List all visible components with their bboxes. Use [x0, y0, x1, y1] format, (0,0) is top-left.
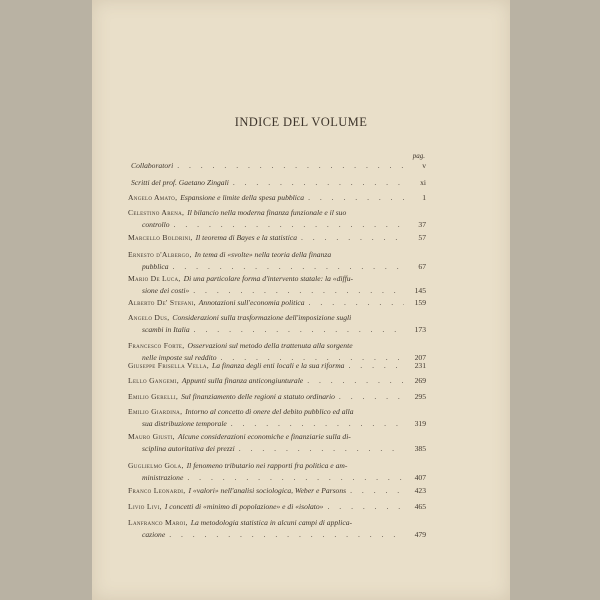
- entry-title-cont: scambi in Italia: [142, 325, 190, 334]
- entry-title: Collaboratori: [131, 161, 174, 170]
- leader-dots: [193, 285, 404, 297]
- toc-entry: [128, 273, 426, 297]
- toc-entry: [128, 360, 426, 372]
- entry-author: Lello Gangemi,: [128, 376, 179, 385]
- leader-dots: [233, 177, 404, 189]
- entry-author: Marcello Boldrini,: [128, 233, 193, 242]
- entry-title-cont: sione dei costi»: [142, 286, 190, 295]
- entry-title: I «valori» nell'analisi sociologica, Weber e Parsons: [188, 486, 347, 495]
- entry-author: Mauro Giusti,: [128, 432, 175, 441]
- entry-page: 145: [414, 286, 426, 295]
- entry-page: 159: [414, 298, 426, 307]
- entry-page: 479: [414, 530, 426, 539]
- entry-author: Franco Leonardi,: [128, 486, 186, 495]
- entry-title: Intorno al concetto di onere del debito pubblico ed alla: [185, 407, 354, 416]
- entry-author: Ernesto d'Albergo,: [128, 250, 192, 259]
- entry-title-cont: nelle imposte sul reddito: [142, 353, 217, 362]
- entry-page: 67: [418, 262, 426, 271]
- entry-author: Francesco Forte,: [128, 341, 185, 350]
- entry-author: Celestino Arena,: [128, 208, 185, 217]
- toc-entry: [128, 501, 426, 513]
- entry-page: 385: [414, 444, 426, 453]
- entry-page: 465: [414, 502, 426, 511]
- leader-dots: [348, 360, 404, 372]
- entry-title: Considerazioni sulla trasformazione dell'imposizione sugli: [172, 313, 352, 322]
- entry-author: Emilio Giardina,: [128, 407, 183, 416]
- toc-entry: [128, 160, 426, 172]
- entry-page: 295: [414, 392, 426, 401]
- leader-dots: [339, 391, 404, 403]
- entry-title: I concetti di «minimo di popolazione» e di «isolato»: [164, 502, 324, 511]
- entry-title: In tema di «svolte» nella teoria della finanza: [194, 250, 332, 259]
- entry-page: 37: [418, 220, 426, 229]
- toc-entry: [128, 485, 426, 497]
- entry-title: Appunti sulla finanza anticongiunturale: [181, 376, 304, 385]
- entry-title: Alcune considerazioni economiche e finanziarie sulla di-: [177, 432, 351, 441]
- toc-entry: [128, 312, 426, 336]
- entry-page: v: [422, 161, 426, 170]
- entry-title: Sul finanziamento delle regioni a statuto ordinario: [181, 392, 335, 401]
- entry-page: 1: [422, 193, 426, 202]
- leader-dots: [169, 529, 404, 541]
- entry-page: 173: [414, 325, 426, 334]
- toc-entry: [128, 207, 426, 231]
- leader-dots: [173, 261, 404, 273]
- entry-page: 407: [414, 473, 426, 482]
- toc-entry: [128, 391, 426, 403]
- toc-entry: [128, 460, 426, 484]
- entry-page: xi: [420, 178, 426, 187]
- leader-dots: [307, 375, 404, 387]
- entry-title-cont: sciplina autoritativa dei prezzi: [142, 444, 235, 453]
- leader-dots: [239, 443, 404, 455]
- toc-entry: [128, 406, 426, 430]
- page-title: INDICE DEL VOLUME: [234, 115, 368, 129]
- entry-author: Giuseppe Frisella Vella,: [128, 361, 210, 370]
- entry-page: 319: [414, 419, 426, 428]
- entry-title: Il fenomeno tributario nei rapporti fra politica e am-: [186, 461, 348, 470]
- entry-author: Lanfranco Maroi,: [128, 518, 188, 527]
- entry-author: Emilio Gerelli,: [128, 392, 179, 401]
- entry-title: Di una particolare forma d'intervento statale: la «diffu-: [183, 274, 354, 283]
- entry-title: Osservazioni sul metodo della trattenuta alla sorgente: [187, 341, 353, 350]
- entry-title-cont: sua distribuzione temporale: [142, 419, 227, 428]
- toc-entry: [128, 375, 426, 387]
- leader-dots: [177, 160, 404, 172]
- entry-title: Scritti del prof. Gaetano Zingali: [131, 178, 229, 187]
- toc-entry: [128, 431, 426, 455]
- leader-dots: [350, 485, 404, 497]
- entry-title: Il bilancio nella moderna finanza funzionale e il suo: [187, 208, 347, 217]
- entry-page: 207: [414, 353, 426, 362]
- entry-title-cont: controllo: [142, 220, 170, 229]
- entry-author: Livio Livi,: [128, 502, 162, 511]
- leader-dots: [327, 501, 404, 513]
- entry-title-cont: pubblica: [142, 262, 169, 271]
- toc-entry: [128, 517, 426, 541]
- entry-author: Alberto De' Stefani,: [128, 298, 196, 307]
- entry-author: Guglielmo Gola,: [128, 461, 184, 470]
- leader-dots: [174, 219, 404, 231]
- toc-entry: [128, 232, 426, 244]
- leader-dots: [301, 232, 404, 244]
- toc-entry: [128, 192, 426, 204]
- entry-title: Il teorema di Bayes e la statistica: [195, 233, 297, 242]
- pag-label: pag.: [412, 152, 425, 160]
- leader-dots: [194, 324, 404, 336]
- entry-author: Mario De Luca,: [128, 274, 181, 283]
- toc-entry: [128, 177, 426, 189]
- leader-dots: [231, 418, 404, 430]
- entry-title: Espansione e limite della spesa pubblica: [180, 193, 305, 202]
- entry-page: 57: [418, 233, 426, 242]
- toc-entry: [128, 249, 426, 273]
- entry-title: Annotazioni sull'economia politica: [198, 298, 305, 307]
- entry-page: 231: [414, 361, 426, 370]
- entry-page: 423: [414, 486, 426, 495]
- entry-title-cont: cazione: [142, 530, 166, 539]
- entry-author: Angelo Dus,: [128, 313, 170, 322]
- leader-dots: [309, 297, 404, 309]
- entry-author: Angelo Amato,: [128, 193, 178, 202]
- entry-title-cont: ministrazione: [142, 473, 184, 482]
- entry-page: 269: [414, 376, 426, 385]
- leader-dots: [308, 192, 404, 204]
- entry-title: La finanza degli enti locali e la sua riforma: [212, 361, 345, 370]
- toc-entry: [128, 297, 426, 309]
- leader-dots: [187, 472, 404, 484]
- entry-title: La metodologia statistica in alcuni campi di applica-: [190, 518, 353, 527]
